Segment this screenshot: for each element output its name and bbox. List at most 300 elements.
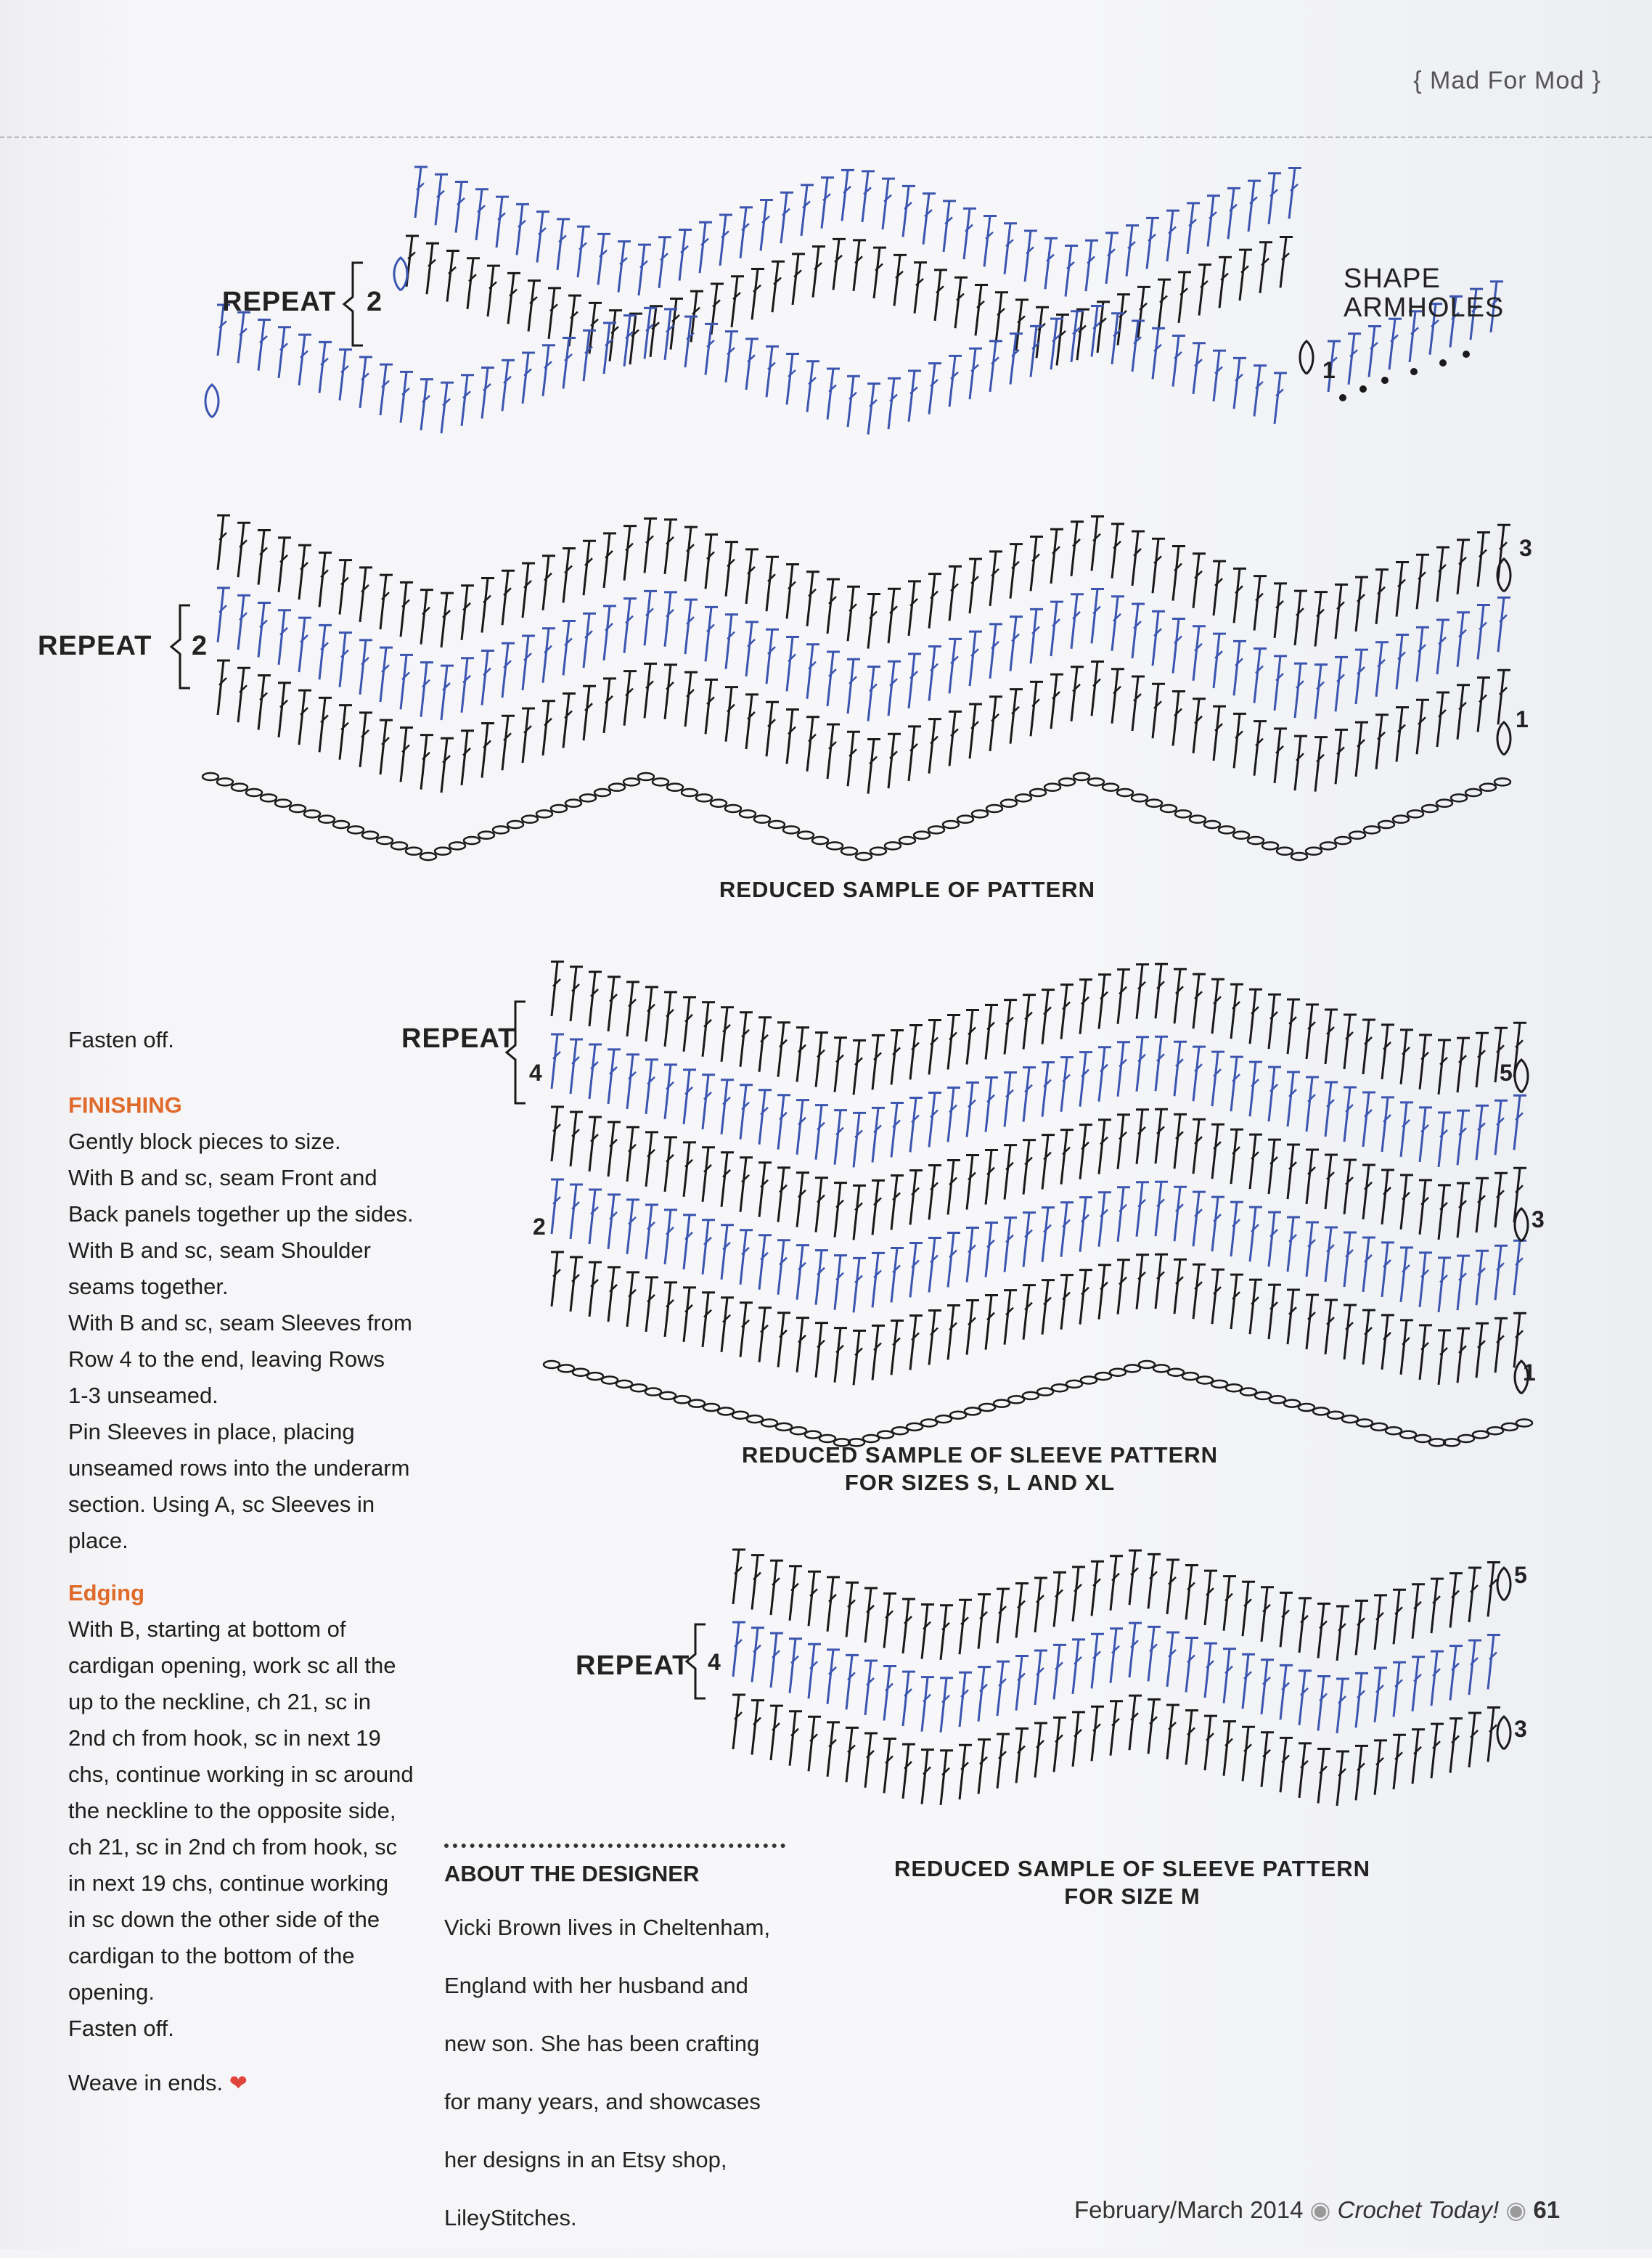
stitch-dc [1261, 1587, 1274, 1642]
stitch-dc [609, 311, 622, 361]
stitch-dc [1207, 196, 1220, 247]
edging-line: ch 21, sc in 2nd ch from hook, sc [68, 1834, 398, 1860]
finishing-line: seams together. [68, 1274, 229, 1299]
stitch-dc [1034, 1578, 1047, 1632]
stitch-dc [1306, 1005, 1319, 1059]
stitch-dc [1476, 1105, 1489, 1160]
stitch-dc [1431, 1651, 1444, 1706]
stitch-dc [502, 716, 515, 770]
sleeve1-row-marker-1: 1 [1523, 1359, 1537, 1386]
foundation-chain [203, 773, 1510, 860]
about-line: LileyStitches. [444, 2205, 577, 2230]
repeat-bracket [344, 263, 363, 345]
stitch-dc [1335, 729, 1348, 784]
stitch-dc [1091, 1561, 1104, 1616]
stitch-dc [853, 1185, 866, 1240]
stitch-dc [902, 1672, 915, 1726]
stitch-dc [542, 701, 555, 756]
stitch-dc [1233, 568, 1246, 623]
stitch-dc [1477, 677, 1490, 732]
stitch-dc [380, 575, 393, 629]
finishing-line: 1-3 unseamed. [68, 1383, 218, 1408]
stitch-dc [751, 1555, 764, 1610]
stitch-dc [481, 651, 494, 705]
stitch-dc [867, 667, 880, 721]
stitch-dc [1136, 1255, 1149, 1309]
stitch-dc [1419, 1108, 1432, 1162]
stitch-dc [740, 208, 753, 258]
stitch-dc [664, 520, 677, 574]
stitch-dc [834, 1038, 847, 1092]
top-row-marker: 1 [1322, 357, 1336, 383]
stitch-dc [1400, 1030, 1413, 1084]
turning-chain-icon [1497, 722, 1510, 755]
stitch-dc [319, 552, 332, 607]
stitch-dc [1325, 1010, 1338, 1064]
stitch-dc [551, 962, 564, 1016]
stitch-dc [1174, 1114, 1187, 1169]
stitch-dc [1242, 1727, 1255, 1781]
stitch-dc [1148, 1699, 1161, 1754]
stitch-dc [664, 1065, 677, 1119]
stitch-dc [834, 1110, 847, 1165]
stitch-dc [928, 574, 941, 629]
stitch-dc [522, 708, 535, 763]
stitch-dc [796, 1028, 809, 1082]
stitch-dc [928, 1310, 941, 1365]
stitch-dc [557, 219, 570, 270]
stitch-dc [298, 690, 311, 745]
stitch-dc [507, 273, 520, 324]
stitch-dc [1317, 1676, 1330, 1730]
stitch-dc [1280, 1738, 1293, 1792]
dot-marker-icon [1463, 351, 1470, 358]
stitch-dc [1362, 1238, 1375, 1292]
stitch-dc [770, 1633, 783, 1688]
stitch-dc [589, 303, 602, 353]
stitch-dc [1004, 224, 1017, 274]
stitch-dc [1355, 722, 1368, 777]
edging-line: chs, continue working in sc around [68, 1762, 414, 1787]
stitch-dc [1400, 1175, 1413, 1230]
stitch-dc [570, 1257, 583, 1312]
stitch-dc [570, 1112, 583, 1166]
stitch-dc [298, 335, 311, 385]
edging-line: in next 19 chs, continue working [68, 1870, 389, 1896]
stitch-dc [801, 185, 814, 236]
stitch-dc [1477, 605, 1490, 659]
stitch-dc [966, 1228, 979, 1283]
stitch-dc [461, 731, 474, 785]
stitch-dc [502, 360, 515, 411]
stitch-dc [441, 593, 454, 647]
stitch-dc [808, 1717, 821, 1771]
stitch-dc [380, 364, 393, 415]
stitch-dc [1249, 1207, 1262, 1261]
stitch-dc [1412, 1657, 1425, 1711]
stitch-dc [908, 371, 921, 422]
stitch-dc [420, 663, 433, 717]
stitch-dc [461, 658, 474, 713]
stitch-dc [959, 1672, 972, 1727]
stitch-dc [551, 1107, 564, 1161]
stitch-dc [847, 376, 860, 427]
stitch-dc [985, 1296, 998, 1350]
stitch-dc [1015, 300, 1029, 351]
stitch-dc [786, 353, 799, 404]
stitch-dc [658, 237, 671, 288]
stitch-dc [947, 1161, 960, 1215]
stitch-dc [1010, 544, 1023, 599]
stitch-dc [989, 341, 1002, 392]
stitch-dc [664, 992, 677, 1047]
stitch-dc [949, 356, 962, 406]
stitch-dc [705, 607, 718, 661]
stitch-dc [623, 671, 637, 726]
stitch-dc [758, 1090, 772, 1145]
stitch-dc [1079, 1270, 1092, 1325]
stitch-dc [731, 277, 744, 327]
stitch-dc [1336, 1679, 1349, 1733]
stitch-dc [732, 1695, 745, 1749]
stitch-dc [1174, 969, 1187, 1023]
edging-body [68, 1611, 417, 2047]
stitch-dc [872, 1325, 885, 1380]
stitch-dc [1193, 1047, 1206, 1101]
stitch-dc [846, 1727, 859, 1782]
stitch-dc [732, 1622, 745, 1677]
stitch-dc [883, 1594, 896, 1648]
shape-armholes-line2: ARMHOLES [1344, 293, 1505, 323]
dot-marker-icon [1359, 385, 1367, 393]
stitch-dc [1111, 597, 1124, 651]
stitch-dc [1513, 1168, 1526, 1222]
stitch-dc [664, 665, 677, 719]
turning-chain-icon [394, 258, 407, 290]
finishing-line: Pin Sleeves in place, placing [68, 1419, 355, 1444]
stitch-dc [909, 1025, 923, 1079]
stitch-dc [872, 1035, 885, 1089]
stitch-dc [758, 1018, 772, 1072]
shape-armholes-line1: SHAPE [1344, 263, 1441, 294]
stitch-dc [1497, 670, 1510, 724]
stitch-dc [1091, 1634, 1104, 1688]
stitch-dc [947, 1015, 960, 1070]
stitch-dc [1223, 1576, 1236, 1631]
stitch-dc [1362, 1092, 1375, 1147]
finishing-line: With B and sc, seam Front and [68, 1165, 377, 1190]
stitch-dc [985, 1223, 998, 1277]
stitch-dc [702, 1002, 715, 1057]
stitch-dc [796, 1173, 809, 1227]
stitch-dc [1155, 1254, 1168, 1309]
stitch-dc [1110, 1556, 1123, 1611]
stitch-dc [1004, 1000, 1017, 1055]
stitch-dc [1299, 1598, 1312, 1653]
stitch-dc [1166, 1632, 1179, 1687]
stitch-dc [1079, 1052, 1092, 1107]
stitch-dc [1185, 1638, 1198, 1693]
stitch-dc [833, 239, 846, 290]
stitch-dc [1477, 532, 1490, 586]
stitch-dc [1449, 1719, 1463, 1773]
stitch-dc [380, 647, 393, 702]
stitch-dc [827, 1722, 840, 1777]
stitch-dc [583, 541, 596, 595]
stitch-dc [1072, 1640, 1085, 1694]
stitch-dc [1274, 584, 1287, 638]
stitch-dc [1355, 650, 1368, 704]
stitch-dc [217, 515, 230, 570]
stitch-dc [853, 1113, 866, 1167]
stitch-dc [928, 1165, 941, 1219]
stitch-dc [1436, 692, 1449, 747]
stitch-dc [542, 629, 555, 683]
stitch-dc [1023, 1285, 1036, 1340]
stitch-dc [608, 1050, 621, 1104]
page-footer [1074, 2196, 1560, 2224]
stitch-dc [1050, 674, 1063, 729]
stitch-dc [1287, 1072, 1300, 1126]
stitch-dc [1044, 238, 1058, 289]
page-number: 61 [1533, 2196, 1561, 2223]
stitch-dc [217, 588, 230, 642]
stitch-dc [455, 182, 468, 233]
stitch-dc [626, 982, 639, 1036]
stitch-dc [914, 263, 927, 314]
stitch-dc [928, 647, 941, 701]
stitch-dc [1249, 989, 1262, 1044]
stitch-dc [1036, 307, 1049, 358]
stitch-dc [237, 595, 250, 650]
edging-heading: Edging [68, 1580, 145, 1605]
stitch-dc [815, 1251, 828, 1305]
stitch-dc [583, 613, 596, 668]
stitch-dc [1362, 1165, 1375, 1219]
stitch-dc [1396, 708, 1409, 762]
stitch-dc [1457, 1038, 1470, 1092]
stitch-dc [1344, 1087, 1357, 1142]
stitch-dc [894, 255, 907, 306]
stitch-dc [1193, 1264, 1206, 1319]
stitch-dc [1110, 1629, 1123, 1683]
stitch-dc [1174, 1259, 1187, 1314]
stitch-dc [1056, 315, 1069, 366]
finishing-line: place. [68, 1528, 128, 1553]
stitch-dc [766, 629, 779, 684]
stitch-dc [1355, 577, 1368, 631]
finishing-line: Row 4 to the end, leaving Rows [68, 1346, 385, 1372]
stitch-dc [1468, 1568, 1481, 1622]
stitch-dc [1111, 669, 1124, 724]
stitch-dc [985, 1005, 998, 1060]
stitch-dc [426, 243, 439, 294]
stitch-dc [1034, 1650, 1047, 1705]
stitch-dc [380, 720, 393, 774]
stitch-dc [902, 1599, 915, 1653]
stitch-dc [608, 1195, 621, 1249]
stitch-dc [821, 178, 834, 229]
stitch-dc [740, 1303, 753, 1357]
stitch-dc [298, 545, 311, 600]
sleeve2-caption [856, 1855, 1408, 1910]
stitch-dc [1438, 1258, 1451, 1312]
stitch-dc [1314, 592, 1328, 647]
stitch-dc [834, 1328, 847, 1383]
stitch-dc [1060, 1275, 1074, 1330]
stitch-dc [1091, 1706, 1104, 1761]
stitch-dc [812, 247, 825, 298]
stitch-dc [1230, 1057, 1243, 1111]
stitch-dc [834, 1183, 847, 1238]
about-divider [444, 1844, 785, 1848]
stitch-dc [1494, 1318, 1508, 1373]
stitch-dc [1211, 1197, 1224, 1251]
edging-line: up to the neckline, ch 21, sc in [68, 1689, 372, 1714]
stitch-dc [1287, 1145, 1300, 1199]
stitch-dc [1152, 611, 1165, 666]
stitch-dc [1053, 1645, 1066, 1699]
top-repeat-label: REPEAT [222, 287, 337, 317]
stitch-dc [1457, 1110, 1470, 1165]
stitch-dc [947, 1233, 960, 1288]
stitch-dc [1438, 1113, 1451, 1167]
stitch-dc [867, 740, 880, 794]
stitch-dc [789, 1639, 802, 1693]
stitch-dc [1457, 1256, 1470, 1310]
stitch-dc [1325, 1082, 1338, 1137]
stitch-dc [949, 566, 962, 621]
stitch-dc [441, 738, 454, 793]
stitch-dc [883, 1666, 896, 1721]
stitch-dc [745, 339, 758, 390]
stitch-dc [943, 201, 956, 252]
stitch-dc [751, 269, 764, 319]
stitch-dc [1412, 1584, 1425, 1639]
heart-icon: ❤ [229, 2071, 248, 2095]
sleeve1-caption-line2: FOR SIZES S, L AND XL [844, 1470, 1116, 1495]
stitch-dc [684, 527, 698, 581]
stitch-dc [1374, 1740, 1387, 1795]
stitch-dc [721, 1080, 734, 1134]
about-title: ABOUT THE DESIGNER [444, 1861, 700, 1886]
stitch-dc [806, 361, 819, 412]
stitch-dc [1306, 1295, 1319, 1349]
stitch-dc [1166, 1705, 1179, 1759]
stitch-dc [1449, 1646, 1463, 1701]
stitch-dc [1204, 1716, 1217, 1770]
stitch-dc [414, 167, 428, 218]
stitch-dc [1132, 676, 1145, 731]
stitch-dc [853, 1258, 866, 1312]
stitch-dc [603, 606, 616, 660]
body-repeat-label: REPEAT [38, 631, 152, 661]
stitch-dc [1335, 584, 1348, 639]
stitch-dc [1172, 547, 1185, 601]
stitch-dc [563, 621, 576, 675]
stitch-dc [705, 534, 718, 589]
stitch-dc [1299, 1671, 1312, 1725]
stitch-dc [481, 724, 494, 778]
stitch-dc [1117, 1115, 1130, 1169]
stitch-dc [278, 683, 291, 737]
edging-line: 2nd ch from hook, sc in next 19 [68, 1725, 381, 1751]
stitch-dc [853, 1330, 866, 1385]
stitch-dc [583, 330, 596, 381]
sleeve1-repeat-count-4: 4 [529, 1060, 543, 1086]
stitch-dc [745, 549, 758, 604]
finishing-line: With B and sc, seam Sleeves from [68, 1310, 412, 1335]
stitch-dc [1436, 547, 1449, 602]
stitch-dc [725, 332, 738, 383]
stitch-dc [589, 1190, 602, 1244]
stitch-dc [966, 1155, 979, 1210]
stitch-dc [872, 1108, 885, 1162]
stitch-dc [1261, 1660, 1274, 1714]
stitch-dc [846, 1582, 859, 1637]
stitch-dc [909, 1243, 923, 1297]
stitch-dc [1230, 1275, 1243, 1329]
stitch-dc [1381, 1170, 1394, 1224]
sleeve1-repeat-label: REPEAT [401, 1023, 516, 1054]
stitch-dc [1375, 570, 1389, 624]
stitch-dc [1375, 715, 1389, 769]
stitch-dc [969, 704, 982, 758]
stitch-dc [1294, 736, 1307, 790]
stitch-dc [1280, 237, 1293, 287]
stitch-dc [1325, 1227, 1338, 1282]
stitch-dc [1129, 1550, 1142, 1605]
stitch-dc [1336, 1606, 1349, 1661]
stitch-dc [1098, 1265, 1111, 1320]
stitch-dc [1174, 1042, 1187, 1096]
stitch-dc [597, 234, 610, 285]
stitch-dc [589, 1044, 602, 1099]
stitch-dc [1497, 525, 1510, 579]
stitch-dc [766, 346, 779, 397]
stitch-dc [827, 1577, 840, 1632]
turning-chain-icon [1300, 341, 1313, 374]
stitch-dc [699, 222, 712, 273]
stitch-dc [1254, 576, 1267, 631]
stitch-dc [1287, 999, 1300, 1054]
stitch-dc [1158, 279, 1171, 330]
stitch-dc [1211, 1052, 1224, 1106]
stitch-dc [997, 1661, 1010, 1716]
stitch-dc [1136, 1182, 1149, 1237]
stitch-dc [1148, 1554, 1161, 1608]
magazine-name: Crochet Today! [1337, 2196, 1500, 2223]
stitch-dc [940, 1751, 953, 1805]
stitch-dc [864, 1733, 878, 1788]
stitch-dc [940, 1605, 953, 1660]
stitch-dc [908, 581, 921, 636]
stitch-dc [888, 734, 901, 788]
stitch-dc [891, 1320, 904, 1375]
stitch-dc [563, 693, 576, 748]
stitch-dc [1233, 713, 1246, 768]
stitch-dc [1375, 642, 1389, 697]
stitch-dc [1242, 1654, 1255, 1709]
stitch-dc [827, 579, 840, 634]
stitch-dc [969, 559, 982, 613]
stitch-dc [570, 1039, 583, 1094]
stitch-dc [1254, 721, 1267, 776]
stitch-dc [1299, 1743, 1312, 1798]
edging-line: in sc down the other side of the [68, 1907, 380, 1932]
stitch-dc [638, 245, 651, 295]
stitch-dc [563, 548, 576, 602]
